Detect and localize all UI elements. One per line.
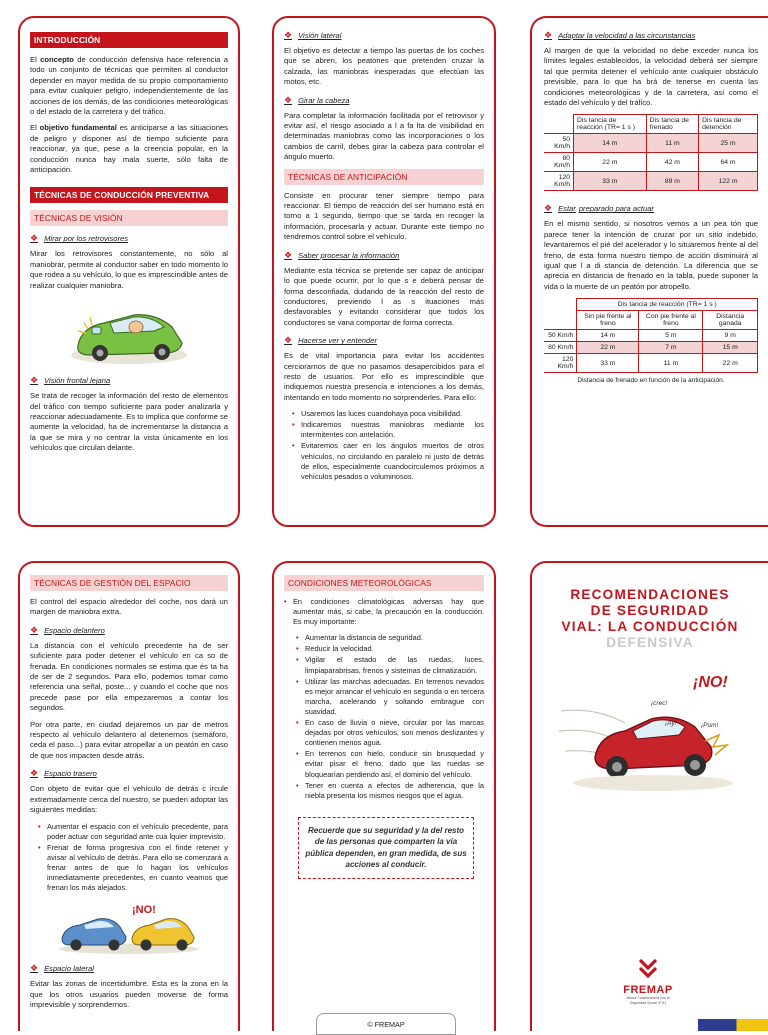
list-item: • En caso de lluvia o nieve, circular por las marcas dejadas por otros vehículos, son menos deslizantes y contienen menos agua. — [296, 718, 484, 748]
diamond-bullet-icon: ❖ — [284, 30, 293, 40]
table-row: 50 Km/h 14 m 5 m 9 m — [544, 330, 758, 342]
fremap-subtitle: Mutua Colaboradora con la Seguridad Social nº 61 — [626, 996, 670, 1005]
diamond-bullet-icon: ❖ — [30, 375, 39, 386]
list-item: • Reducir la velocidad. — [296, 644, 484, 654]
ready-subtitle: ❖ Estar preparado para actuar — [544, 203, 654, 214]
mirror-subtitle: ❖ Mirar por los retrovisores — [30, 233, 129, 244]
table-header: Con pie frente al freno — [639, 311, 703, 330]
table-row: 80 Km/h 22 m 7 m 15 m — [544, 342, 758, 354]
flag-bar — [698, 1019, 768, 1031]
lateral-vision-text: El objetivo es detectar a tiempo las puertas de los coches que se abren, los peatones que pretenden cruzar la calzada, las maniobras inesperadas que efectúan las motos, etc. — [284, 46, 484, 87]
front-space-text-1: La distancia con el vehículo precedente ha de ser suficiente para poder detener el vehículo en ca so de frenada. En condiciones normales se estima que és ta ha de ser de 2 segundos. Para ello, podemos tomar como referencia una señal, poste... y cuando el coche que nos precede pase por ella empezaremos a contar los segundos. — [30, 640, 228, 713]
table-header: Dis tancia de reacción (TR= 1 s ) — [574, 115, 647, 134]
sound-effect-text: ¡Pum! — [701, 722, 719, 729]
be-seen-text: Es de vital importancia para evitar los accidentes cerciorarnos de que no pasamos desapercibidos para el resto de usuarios. Por ello es imprescindible que indiquemos nuestra presencia e intenciones a los demás, intentando en todo momento no sorprenderles. Para ello: — [284, 351, 484, 402]
turn-head-subtitle: ❖ Girar la cabeza — [284, 94, 350, 105]
diamond-bullet-icon: ❖ — [30, 963, 39, 974]
list-item: • Vigilar el estado de las ruedas, luces, limpiaparabrisas, frenos y sistemas de climatización. — [296, 655, 484, 675]
car-mirror-illustration — [64, 297, 194, 367]
list-item: • Frenar de forma progresiva con el finde retener y avisar al vehículo de detrás. Para ello se comenzará a frenar antes de que lo hagan los vehículos inmediatamente precedentes, en cuanto veamos que frenan los más alejados. — [38, 843, 228, 893]
weather-intro — [284, 597, 484, 627]
rear-space-text: Con objeto de evitar que el vehículo de detrás c ircule extremadamente cerca del nuestro, se pueden adoptar las siguientes medidas: — [30, 784, 228, 815]
anticipation-text: Consiste en procurar tener siempre tiempo para reaccionar. El tiempo de reacción del ser humano está en torno a 1 segundo, tiempo que se tarda en recoger la información, procesarla y actuar. Durante este tiempo no tendremos control sobre el vehículo. — [284, 190, 484, 242]
front-vision-text: Se trata de recoger la información del resto de elementos del tráfico con tiempo suficiente para poder analizarla y reaccionar adecuadamente. Es to implica que conforme se aumente la velocidad, ha de incrementarse la distancia a la que se mira y no centrar la vista únicamente en los vehículos que circulan delante. — [30, 391, 228, 453]
intro-header: INTRODUCCIÓN — [30, 32, 228, 48]
front-vision-subtitle: ❖ Visión frontal lejana — [30, 375, 111, 386]
list-item: • En terrenos con hielo, conducir sin brusquedad y evitar pisar el freno, dado que las ruedas se bloquearían perdiendo así, el dominio del vehículo. — [296, 749, 484, 779]
sound-effect-text: ¡Ay! — [665, 720, 677, 727]
side-space-subtitle: ❖ Espacio lateral — [30, 963, 94, 974]
cover-title-line: VIAL: LA CONDUCCIÓN — [561, 619, 739, 634]
diamond-bullet-icon: ❖ — [30, 624, 39, 635]
panel-cover — [530, 561, 768, 1031]
preventive-header: TÉCNICAS DE CONDUCCIÓN PREVENTIVA — [30, 187, 228, 203]
rear-space-subtitle: ❖ Espacio trasero — [30, 768, 97, 779]
anticipation-distance-table — [544, 298, 758, 373]
speed-subtitle: ❖ Adaptar la velocidad a las circunstancias — [544, 30, 696, 40]
panel-introduction — [18, 16, 240, 527]
panel-weather — [272, 561, 496, 1031]
list-item: • Aumentar la distancia de seguridad. — [296, 633, 484, 643]
diamond-bullet-icon: ❖ — [30, 768, 39, 779]
table-header: Dis tancia de detención — [699, 115, 758, 134]
mirror-text: Mirar los retrovisores constantemente, no sólo al maniobrar, permite al conductor saber en todo momento lo que rodea a su vehículo, lo que es imprescindible antes de realizar cualquier maniobra. — [30, 249, 228, 290]
rear-space-list — [38, 822, 228, 894]
table-row: 80 Km/h 22 m 42 m 64 m — [544, 153, 758, 172]
space-text: El control del espacio alrededor del coche, nos dará un margen de maniobra extra. — [30, 597, 228, 617]
diamond-bullet-icon: ❖ — [544, 203, 553, 214]
diamond-bullet-icon: ❖ — [544, 30, 553, 40]
list-item: • Utilizar las marchas adecuadas. En terrenos nevados es mejor arrancar el vehículo en segunda o en tercera marcha, acelerando y soltando embrague con suavidad. — [296, 677, 484, 717]
weather-list — [296, 633, 484, 801]
cover-title-line: RECOMENDACIONES — [570, 587, 730, 602]
list-item: • Tener en cuenta a efectos de adherencia, que la niebla presenta los mismos riesgos que el agua. — [296, 781, 484, 801]
front-space-text-2: Por otra parte, en ciudad dejaremos un par de metros respecto al vehículo delantero al detenernos (semáforo, ceda el paso...) para evitar atropellar a un peatón en caso de que nos impacten desde atrás. — [30, 719, 228, 760]
diamond-bullet-icon: ❖ — [284, 249, 293, 260]
panel-vision-anticipation — [272, 16, 496, 527]
speed-text: Al margen de que la velocidad no debe exceder nunca los límites legales establecidos, la velocidad deberá ser siempre tal que permita detener el vehículo ante cualquier obstáculo previsible, para lo que ha brá de tenerse en cuenta las condiciones meteorológicas y de la carretera, así como el estado del vehículo y del tráfico. — [544, 46, 758, 108]
list-item: • Aumentar el espacio con el vehículo precedente, para poder actuar con seguridad ante cua lquier imprevisto. — [38, 822, 228, 842]
diamond-bullet-icon: ❖ — [284, 335, 293, 346]
lateral-vision-subtitle: ❖ Visión lateral — [284, 30, 342, 40]
table-row: 120 Km/h 33 m 11 m 22 m — [544, 354, 758, 373]
reminder-callout: Recuerde que su seguridad y la del resto de las personas que comparten la vía pública dependen, en gran medida, de sus acciones al conducir. — [298, 817, 474, 879]
diamond-bullet-icon: ❖ — [284, 94, 293, 105]
table-row: 120 Km/h 33 m 89 m 122 m — [544, 172, 758, 191]
list-item: • Evitaremos caer en los ángulos muertos de otros vehículos, no circulando en paralelo ni justo de detrás de ellos, especialmente cuandocirculemos próximos a vehículos pesados o voluminosos. — [292, 441, 484, 481]
weather-header: CONDICIONES METEOROLÓGICAS — [284, 575, 484, 591]
crash-car-illustration — [555, 661, 745, 801]
table-row: 50 Km/h 14 m 11 m 25 m — [544, 134, 758, 153]
be-seen-list — [292, 409, 484, 482]
process-info-text: Mediante esta técnica se pretende ser capaz de anticipar lo que puede ocurrir, por lo que s e deberá pensar de forma desconfiada, dudando de la reacción del resto de conductores, previendo l as s ituaciones más desfavorables y evitando considerar que todos los conductores se vana comportar de forma correcta. — [284, 265, 484, 327]
cover-title-line: DE SEGURIDAD — [590, 603, 710, 618]
table-header: Dis tancia de reacción (TR= 1 s ) — [577, 299, 758, 311]
cover-title-line: DEFENSIVA — [606, 635, 694, 650]
turn-head-text: Para completar la información facilitada por el retrovisor y evitar así, el riesgo asociado a l a fa lta de visibilidad en determinadas maniobras como las incorporaciones o los cambios de carril, debes girar la cabeza para controlar el ángulo muerto. — [284, 110, 484, 162]
table-caption: Distancia de frenado en función de la anticipación. — [577, 377, 725, 385]
table-header: Dis tancia de frenado — [646, 115, 698, 134]
be-seen-subtitle: ❖ Hacerse ver y entender — [284, 335, 378, 346]
front-space-subtitle: ❖ Espacio delantero — [30, 624, 105, 635]
sound-effect-text: ¡crec! — [651, 700, 668, 707]
list-item: • En condiciones climatológicas adversas hay que aumentar más, si cabe, la precaución en la conducción. Es muy importante: — [284, 597, 484, 627]
intro-paragraph-2: El objetivo fundamental es anticiparse a las situaciones de peligro y disponer así de tiempo suficiente para reaccionar, ya que, pese a la creencia popular, en la conducción nunca hay mala suerte, sólo falta de anticipación. — [30, 123, 228, 175]
intro-paragraph-1: El concepto de conducción defensiva hace referencia a todo un conjunto de técnicas que permiten al conductor depender en mayor medida de su propio comportamiento para evitar cualquier peligro, independientemente de las acciones de los demás, de las condiciones meteorológicas o del estado de la carretera y del tráfico. — [30, 55, 228, 117]
no-exclamation-text: ¡NO! — [693, 674, 728, 691]
anticipation-header: TÉCNICAS DE ANTICIPACIÓN — [284, 169, 484, 185]
stopping-distance-table — [544, 114, 758, 191]
list-item: • Indicaremos nuestras maniobras mediante los intermitentes con antelación. — [292, 420, 484, 440]
side-space-text: Evitar las zonas de incertidumbre. Esta es la zona en la que los otros usuarios pueden moverse de forma imprevisible y sorprendernos. — [30, 979, 228, 1009]
space-header: TÉCNICAS DE GESTIÓN DEL ESPACIO — [30, 575, 228, 591]
fremap-emblem-icon — [637, 957, 659, 979]
fremap-wordmark: FREMAP — [623, 984, 673, 997]
panel-speed — [530, 16, 768, 527]
process-info-subtitle: ❖ Saber procesar la información — [284, 249, 400, 260]
tailgating-cars-illustration — [54, 899, 204, 955]
no-exclamation-text: ¡NO! — [132, 904, 156, 917]
cover-title — [540, 587, 760, 651]
copyright-label: © FREMAP — [316, 1013, 456, 1035]
list-item: • Usaremos las luces cuandohaya poca visibilidad. — [292, 409, 484, 419]
vision-header: TÉCNICAS DE VISIÓN — [30, 210, 228, 226]
table-header: Distancia ganada — [703, 311, 758, 330]
panel-space-management — [18, 561, 240, 1031]
diamond-bullet-icon: ❖ — [30, 233, 39, 244]
ready-text: En el mismo sentido, si nosotros vemos a un pea tón que parece tener la intención de cruzar por un sitio indebido, levantaremos el pié del acelerador y lo situaremos frente al del freno, de esta forma nuestro tiempo de acción disminuirá al igual que l a di stancia de detención. La diferencia que se aprecia en distancia de frenado en la tabla, puede suponer la vida o la muerte de un peatón por atropello. — [544, 219, 758, 291]
fremap-logo — [618, 957, 678, 1005]
table-header: Sin pie frente al freno — [577, 311, 639, 330]
